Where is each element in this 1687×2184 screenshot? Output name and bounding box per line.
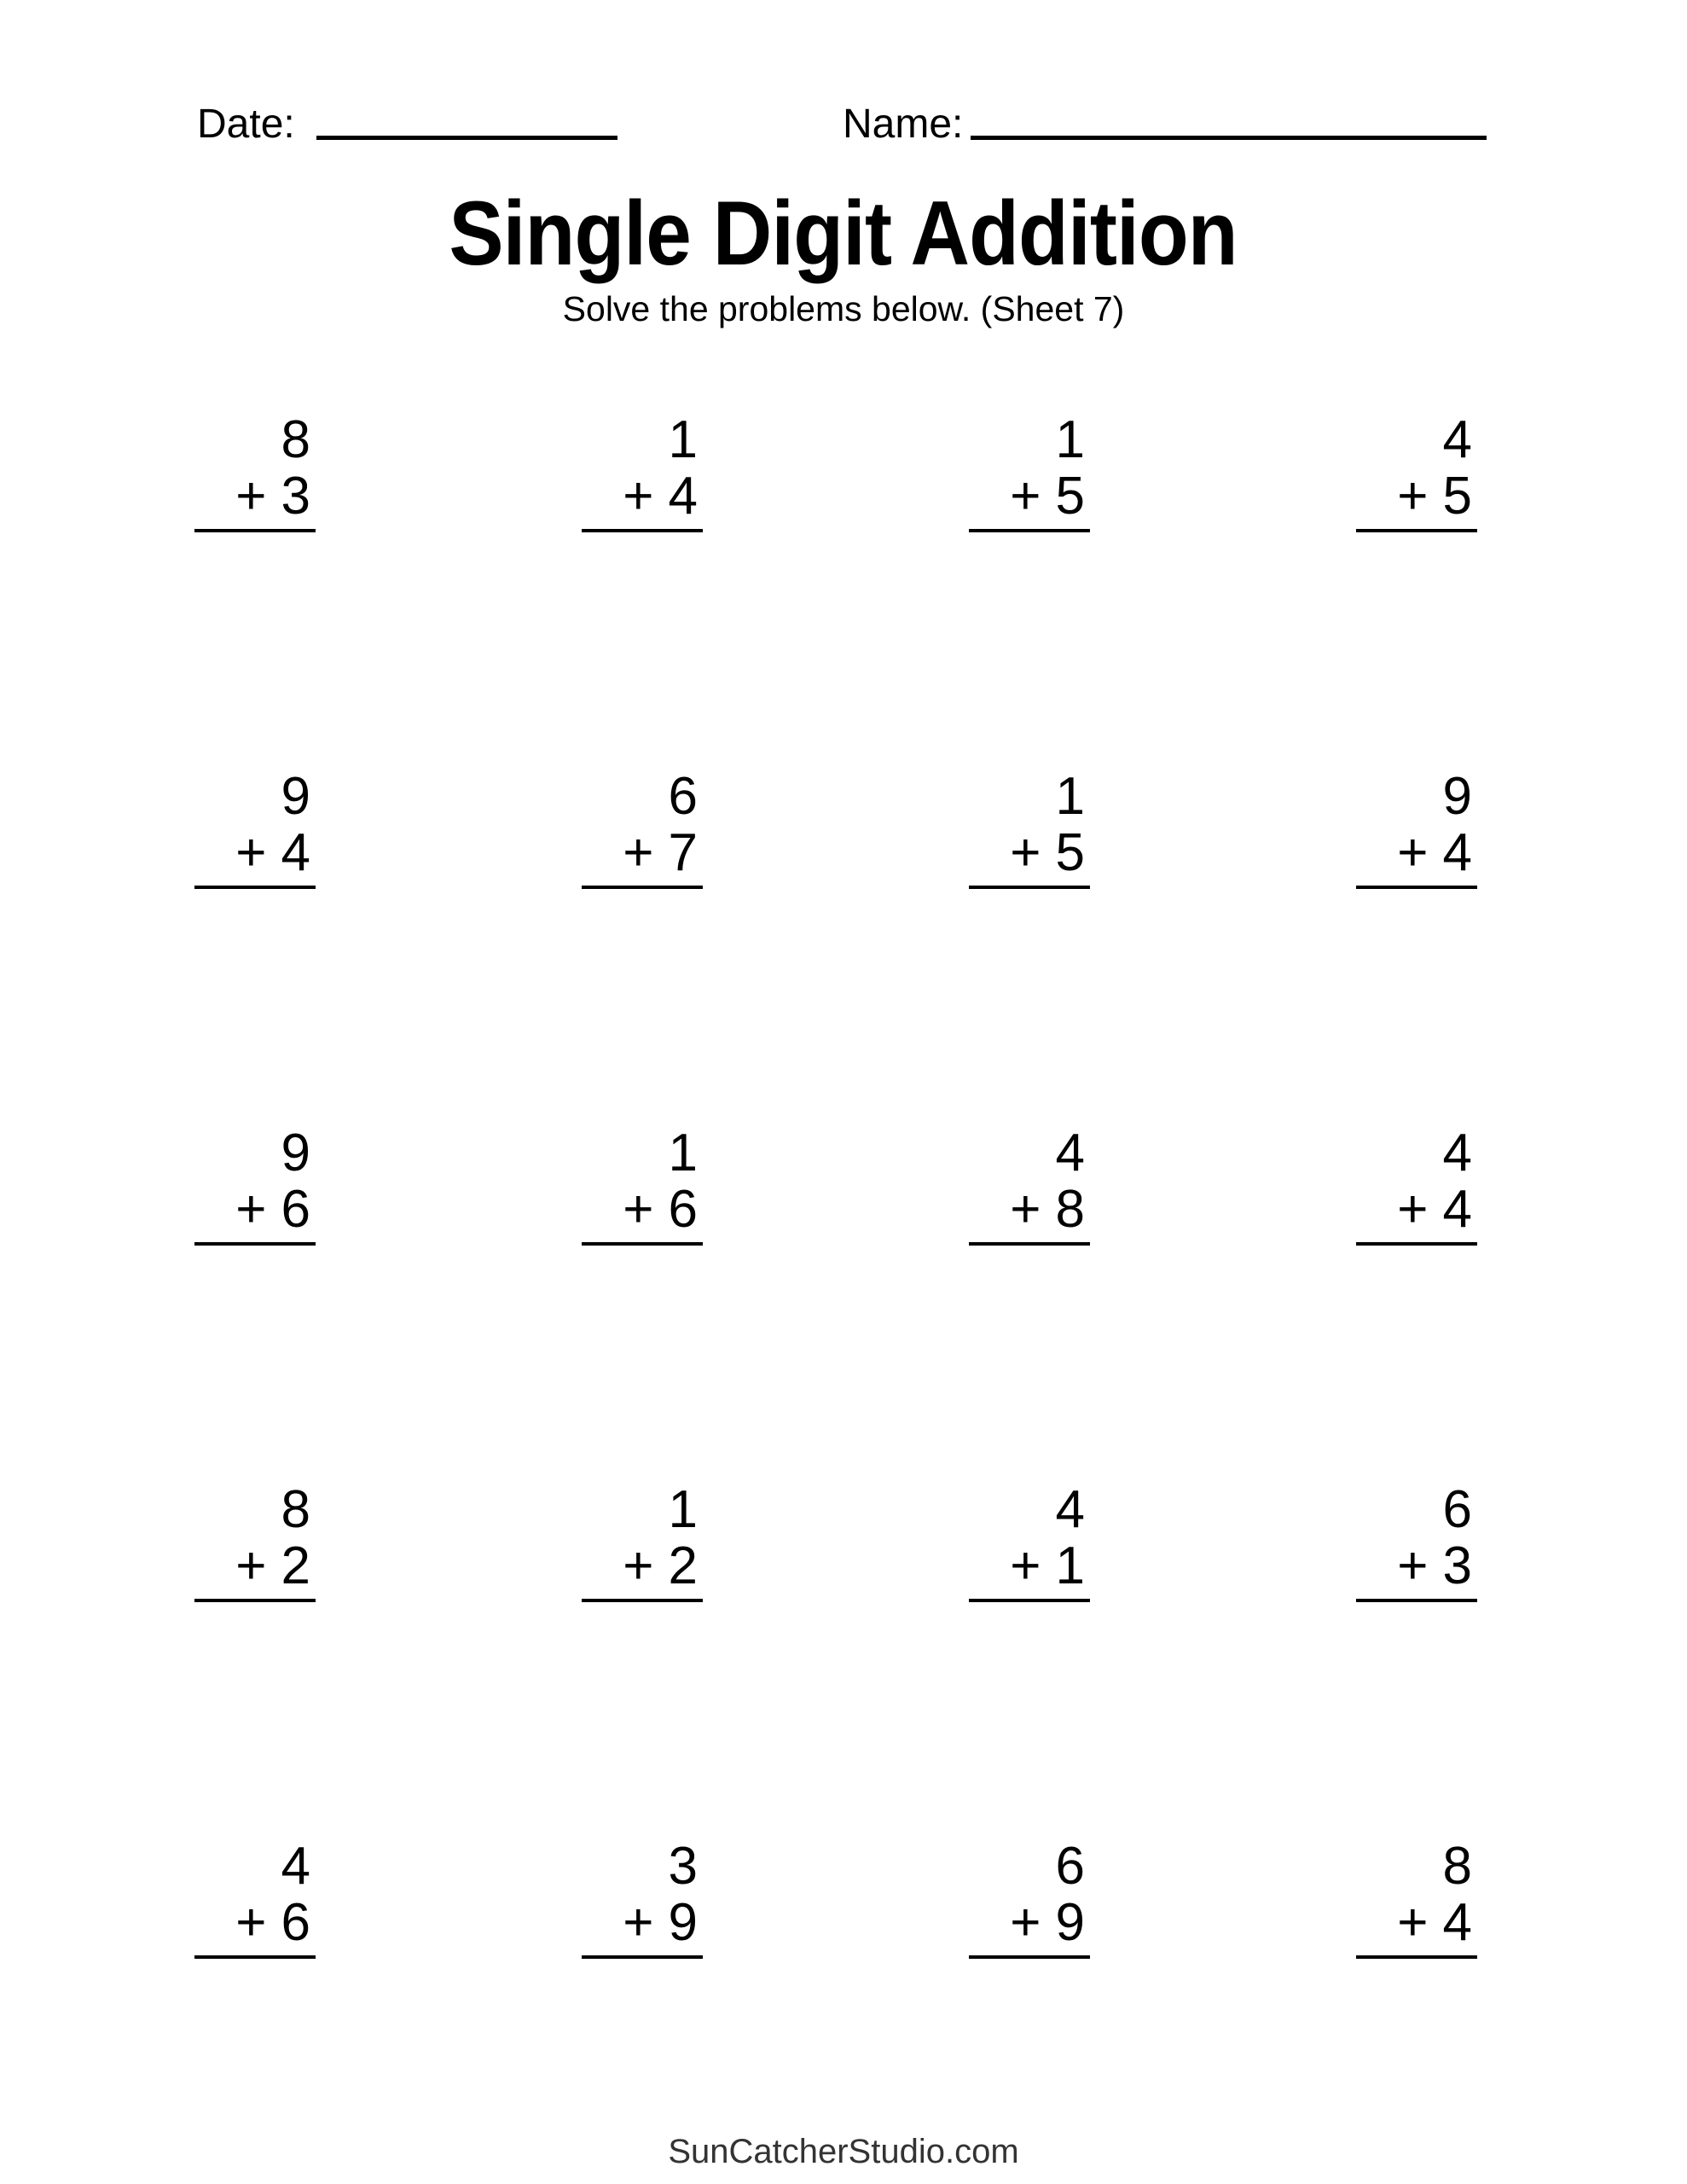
bottom-addend: 1 [1055, 1536, 1085, 1595]
top-addend-line [1356, 1482, 1477, 1538]
addition-problem [1356, 764, 1477, 1121]
operator-line [969, 1538, 1090, 1594]
operator-line [1356, 1538, 1477, 1594]
top-addend-line [194, 1838, 316, 1895]
top-addend: 4 [1055, 1124, 1085, 1182]
top-addend: 1 [668, 1124, 698, 1182]
top-addend: 8 [281, 410, 310, 469]
addition-problem [1356, 408, 1477, 764]
top-addend: 6 [1055, 1837, 1085, 1896]
top-addend: 1 [1055, 767, 1085, 826]
operator-line [194, 468, 316, 525]
page-title-text: Single Digit Addition [449, 182, 1238, 284]
top-addend-line [194, 1482, 316, 1538]
answer-blank [582, 1599, 703, 1602]
date-write-line [316, 136, 617, 140]
bottom-addend: 3 [1442, 1536, 1472, 1595]
plus-operator: + [235, 1180, 267, 1239]
name-write-line [971, 136, 1487, 140]
operator-line [1356, 468, 1477, 525]
addition-problem [1356, 1834, 1477, 2184]
bottom-addend: 6 [281, 1180, 310, 1239]
bottom-addend: 4 [1442, 1893, 1472, 1952]
addition-problem [582, 764, 703, 1121]
answer-blank [194, 1242, 316, 1246]
plus-operator: + [1397, 1536, 1429, 1595]
top-addend: 9 [1442, 767, 1472, 826]
addition-problem [582, 408, 703, 764]
plus-operator: + [623, 1180, 654, 1239]
top-addend: 8 [281, 1480, 310, 1539]
plus-operator: + [623, 467, 654, 526]
top-addend-line [1356, 1125, 1477, 1182]
top-addend: 9 [281, 767, 310, 826]
operator-line [969, 1895, 1090, 1951]
plus-operator: + [623, 823, 654, 882]
operator-line [582, 1182, 703, 1238]
answer-blank [194, 1599, 316, 1602]
top-addend: 4 [1442, 410, 1472, 469]
bottom-addend: 6 [281, 1893, 310, 1952]
problems-grid [194, 408, 1477, 2184]
plus-operator: + [1397, 1180, 1429, 1239]
plus-operator: + [1010, 1180, 1041, 1239]
bottom-addend: 5 [1442, 467, 1472, 526]
top-addend-line [194, 769, 316, 825]
page-title [0, 181, 1687, 286]
top-addend: 6 [668, 767, 698, 826]
bottom-addend: 5 [1055, 823, 1085, 882]
operator-line [582, 468, 703, 525]
top-addend: 1 [1055, 410, 1085, 469]
answer-blank [194, 529, 316, 532]
answer-blank [969, 529, 1090, 532]
answer-blank [969, 1242, 1090, 1246]
answer-blank [194, 1955, 316, 1959]
top-addend: 4 [1055, 1480, 1085, 1539]
addition-problem [969, 1478, 1090, 1834]
bottom-addend: 3 [281, 467, 310, 526]
answer-blank [582, 886, 703, 889]
plus-operator: + [1010, 1893, 1041, 1952]
plus-operator: + [623, 1536, 654, 1595]
answer-blank [969, 1955, 1090, 1959]
addition-problem [1356, 1478, 1477, 1834]
top-addend-line [1356, 1838, 1477, 1895]
answer-blank [1356, 1599, 1477, 1602]
top-addend-line [582, 1838, 703, 1895]
top-addend-line [969, 412, 1090, 468]
addition-problem [1356, 1121, 1477, 1478]
addition-problem [969, 1834, 1090, 2184]
bottom-addend: 6 [668, 1180, 698, 1239]
answer-blank [969, 1599, 1090, 1602]
operator-line [1356, 1895, 1477, 1951]
operator-line [1356, 825, 1477, 881]
top-addend-line [582, 1125, 703, 1182]
addition-problem [582, 1121, 703, 1478]
top-addend-line [969, 1125, 1090, 1182]
bottom-addend: 8 [1055, 1180, 1085, 1239]
top-addend-line [1356, 412, 1477, 468]
top-addend: 9 [281, 1124, 310, 1182]
bottom-addend: 4 [1442, 1180, 1472, 1239]
operator-line [194, 1895, 316, 1951]
bottom-addend: 2 [281, 1536, 310, 1595]
bottom-addend: 4 [281, 823, 310, 882]
top-addend-line [1356, 769, 1477, 825]
answer-blank [194, 886, 316, 889]
bottom-addend: 7 [668, 823, 698, 882]
top-addend-line [582, 1482, 703, 1538]
top-addend-line [969, 1838, 1090, 1895]
bottom-addend: 9 [1055, 1893, 1085, 1952]
answer-blank [582, 1955, 703, 1959]
operator-line [582, 1538, 703, 1594]
addition-problem [582, 1834, 703, 2184]
bottom-addend: 9 [668, 1893, 698, 1952]
operator-line [582, 825, 703, 881]
addition-problem [194, 1478, 316, 1834]
operator-line [969, 1182, 1090, 1238]
addition-problem [969, 1121, 1090, 1478]
date-label: Date: [197, 102, 295, 147]
addition-problem [969, 408, 1090, 764]
top-addend-line [969, 1482, 1090, 1538]
bottom-addend: 4 [1442, 823, 1472, 882]
top-addend: 4 [281, 1837, 310, 1896]
top-addend: 1 [668, 410, 698, 469]
name-label: Name: [843, 102, 964, 147]
footer-credit: SunCatcherStudio.com [668, 2133, 1019, 2170]
top-addend-line [582, 412, 703, 468]
answer-blank [969, 886, 1090, 889]
plus-operator: + [235, 1893, 267, 1952]
operator-line [582, 1895, 703, 1951]
answer-blank [1356, 1242, 1477, 1246]
bottom-addend: 5 [1055, 467, 1085, 526]
top-addend: 3 [668, 1837, 698, 1896]
addition-problem [194, 1834, 316, 2184]
answer-blank [582, 529, 703, 532]
page-subtitle: Solve the problems below. (Sheet 7) [562, 289, 1125, 328]
plus-operator: + [1397, 467, 1429, 526]
addition-problem [194, 1121, 316, 1478]
bottom-addend: 4 [668, 467, 698, 526]
addition-problem [194, 764, 316, 1121]
operator-line [194, 1538, 316, 1594]
answer-blank [1356, 529, 1477, 532]
plus-operator: + [1010, 823, 1041, 882]
addition-problem [194, 408, 316, 764]
top-addend: 1 [668, 1480, 698, 1539]
plus-operator: + [1010, 467, 1041, 526]
answer-blank [1356, 886, 1477, 889]
top-addend: 6 [1442, 1480, 1472, 1539]
answer-blank [1356, 1955, 1477, 1959]
operator-line [194, 1182, 316, 1238]
top-addend-line [194, 1125, 316, 1182]
addition-problem [969, 764, 1090, 1121]
top-addend-line [582, 769, 703, 825]
operator-line [969, 825, 1090, 881]
plus-operator: + [1397, 823, 1429, 882]
bottom-addend: 2 [668, 1536, 698, 1595]
addition-problem [582, 1478, 703, 1834]
operator-line [194, 825, 316, 881]
plus-operator: + [235, 823, 267, 882]
operator-line [1356, 1182, 1477, 1238]
top-addend: 8 [1442, 1837, 1472, 1896]
top-addend: 4 [1442, 1124, 1472, 1182]
top-addend-line [194, 412, 316, 468]
answer-blank [582, 1242, 703, 1246]
top-addend-line [969, 769, 1090, 825]
plus-operator: + [1010, 1536, 1041, 1595]
plus-operator: + [235, 1536, 267, 1595]
operator-line [969, 468, 1090, 525]
plus-operator: + [1397, 1893, 1429, 1952]
plus-operator: + [623, 1893, 654, 1952]
plus-operator: + [235, 467, 267, 526]
